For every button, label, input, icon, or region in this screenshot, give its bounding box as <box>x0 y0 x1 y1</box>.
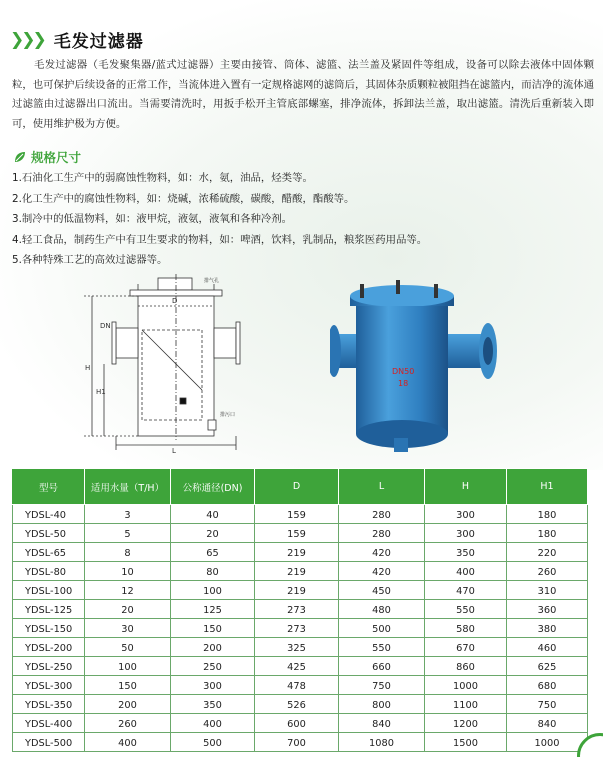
table-cell: 200 <box>171 638 255 657</box>
table-cell: YDSL-80 <box>13 562 85 581</box>
table-cell: 478 <box>255 676 339 695</box>
table-cell: 600 <box>255 714 339 733</box>
table-cell: 325 <box>255 638 339 657</box>
vent-label: 排气孔 <box>204 278 220 284</box>
table-cell: 625 <box>507 657 588 676</box>
table-cell: 30 <box>85 619 171 638</box>
table-cell: YDSL-40 <box>13 505 85 524</box>
table-row <box>13 562 588 581</box>
table-cell: 380 <box>507 619 588 638</box>
table-cell: YDSL-100 <box>13 581 85 600</box>
table-cell: 1200 <box>425 714 507 733</box>
table-cell: 250 <box>171 657 255 676</box>
column-header: H1 <box>507 469 588 505</box>
table-cell: 10 <box>85 562 171 581</box>
drain-label: 排污口 <box>220 412 236 418</box>
table-cell: 220 <box>507 543 588 562</box>
table-cell: 350 <box>171 695 255 714</box>
table-row <box>13 714 588 733</box>
spec-title: 规格尺寸 <box>31 150 82 165</box>
table-cell: 200 <box>85 695 171 714</box>
column-header: D <box>255 469 339 505</box>
technical-drawing <box>80 270 260 455</box>
table-cell: 550 <box>339 638 425 657</box>
list-item: 4.轻工食品，制药生产中有卫生要求的物料，如：啤酒，饮料，乳制品，粮浆医药用品等。 <box>12 233 428 246</box>
table-cell: 580 <box>425 619 507 638</box>
table-cell: 273 <box>255 619 339 638</box>
spec-heading <box>14 148 81 166</box>
table-cell: YDSL-200 <box>13 638 85 657</box>
table-cell: 150 <box>85 676 171 695</box>
table-cell: 460 <box>507 638 588 657</box>
table-cell: 219 <box>255 543 339 562</box>
table-cell: 526 <box>255 695 339 714</box>
table-cell: YDSL-50 <box>13 524 85 543</box>
table-row <box>13 638 588 657</box>
table-cell: 100 <box>171 581 255 600</box>
photo-marking-num: 18 <box>398 379 409 388</box>
d-label: D <box>172 297 178 305</box>
table-cell: 480 <box>339 600 425 619</box>
table-cell: 800 <box>339 695 425 714</box>
table-row <box>13 505 588 524</box>
table-cell: 680 <box>507 676 588 695</box>
table-cell: 40 <box>171 505 255 524</box>
spec-table <box>12 468 588 752</box>
h-label: H <box>85 364 91 372</box>
table-cell: 420 <box>339 562 425 581</box>
chevron-right-icon: ❯❯❯ <box>10 29 44 50</box>
table-cell: 3 <box>85 505 171 524</box>
table-cell: 125 <box>171 600 255 619</box>
page-title: 毛发过滤器 <box>53 32 144 52</box>
table-cell: 660 <box>339 657 425 676</box>
table-header-row <box>13 469 588 505</box>
list-item: 5.各种特殊工艺的高效过滤器等。 <box>12 254 168 266</box>
table-cell: 860 <box>425 657 507 676</box>
table-cell: 1000 <box>425 676 507 695</box>
column-header: 公称通径(DN) <box>171 469 255 505</box>
table-body <box>13 505 588 752</box>
table-cell: YDSL-65 <box>13 543 85 562</box>
table-cell: 1500 <box>425 733 507 752</box>
table-cell: 20 <box>171 524 255 543</box>
table-cell: 12 <box>85 581 171 600</box>
column-header: L <box>339 469 425 505</box>
table-cell: 500 <box>171 733 255 752</box>
table-cell: 180 <box>507 524 588 543</box>
table-cell: 310 <box>507 581 588 600</box>
table-cell: YDSL-150 <box>13 619 85 638</box>
table-row <box>13 695 588 714</box>
table-cell: 150 <box>171 619 255 638</box>
table-cell: 550 <box>425 600 507 619</box>
column-header: 适用水量（T/H） <box>85 469 171 505</box>
table-cell: 50 <box>85 638 171 657</box>
title-row <box>10 27 144 52</box>
table-cell: 80 <box>171 562 255 581</box>
table-cell: YDSL-250 <box>13 657 85 676</box>
product-photo <box>330 278 520 458</box>
table-cell: 400 <box>425 562 507 581</box>
table-cell: 840 <box>339 714 425 733</box>
table-cell: 219 <box>255 581 339 600</box>
table-cell: 159 <box>255 524 339 543</box>
table-cell: YDSL-500 <box>13 733 85 752</box>
column-header: H <box>425 469 507 505</box>
table-cell: 260 <box>507 562 588 581</box>
table-cell: 159 <box>255 505 339 524</box>
table-cell: 670 <box>425 638 507 657</box>
table-row <box>13 657 588 676</box>
table-row <box>13 733 588 752</box>
list-item: 1.石油化工生产中的弱腐蚀性物料，如：水，氨，油品，烃类等。 <box>12 172 313 184</box>
table-cell: 425 <box>255 657 339 676</box>
table-cell: YDSL-300 <box>13 676 85 695</box>
table-cell: 260 <box>85 714 171 733</box>
table-cell: 300 <box>425 505 507 524</box>
table-cell: 400 <box>171 714 255 733</box>
dn-label: DN <box>100 322 111 330</box>
table-cell: 1080 <box>339 733 425 752</box>
table-cell: YDSL-350 <box>13 695 85 714</box>
list-item: 3.制冷中的低温物料，如：液甲烷，液氨，液氧和各种冷剂。 <box>12 213 293 225</box>
spec-list <box>12 168 592 271</box>
table-cell: 20 <box>85 600 171 619</box>
table-cell: 450 <box>339 581 425 600</box>
table-cell: 420 <box>339 543 425 562</box>
photo-marking-dn: DN50 <box>392 367 415 376</box>
table-row <box>13 543 588 562</box>
table-cell: 273 <box>255 600 339 619</box>
leaf-icon <box>14 151 26 163</box>
column-header: 型号 <box>13 469 85 505</box>
table-cell: 219 <box>255 562 339 581</box>
table-cell: 8 <box>85 543 171 562</box>
table-cell: 280 <box>339 505 425 524</box>
table-cell: 180 <box>507 505 588 524</box>
table-cell: 300 <box>425 524 507 543</box>
table-cell: 500 <box>339 619 425 638</box>
table-cell: 750 <box>507 695 588 714</box>
table-cell: 360 <box>507 600 588 619</box>
table-cell: 1100 <box>425 695 507 714</box>
table-cell: 65 <box>171 543 255 562</box>
list-item: 2.化工生产中的腐蚀性物料，如：烧碱，浓稀硫酸，碳酸，醋酸，酯酸等。 <box>12 192 355 205</box>
table-cell: 100 <box>85 657 171 676</box>
h1-label: H1 <box>96 388 106 396</box>
table-cell: 750 <box>339 676 425 695</box>
table-cell: 350 <box>425 543 507 562</box>
table-row <box>13 676 588 695</box>
intro-paragraph: 毛发过滤器（毛发聚集器/蓝式过滤器）主要由接管、筒体、滤篮、法兰盖及紧固件等组成，设备可以除去液体中固体颗粒，也可保护后续设备的正常工作，当流体进入置有一定规格滤网的滤筒后，其固体杂质颗粒被阻挡在滤篮内，而洁净的流体通过滤篮由过滤器出口流出。当需要清洗时，用扳手松开主管底部螺塞，排净流体，拆卸法兰盖，取出滤篮。清洗后重新装入即可，使用维护极为方便。 <box>12 59 594 130</box>
table-cell: 300 <box>171 676 255 695</box>
table-cell: YDSL-125 <box>13 600 85 619</box>
table-row <box>13 600 588 619</box>
table-row <box>13 524 588 543</box>
table-cell: 280 <box>339 524 425 543</box>
table-cell: 840 <box>507 714 588 733</box>
table-cell: YDSL-400 <box>13 714 85 733</box>
table-row <box>13 619 588 638</box>
l-label: L <box>172 447 176 455</box>
table-cell: 400 <box>85 733 171 752</box>
table-cell: 700 <box>255 733 339 752</box>
spec-table-wrap <box>12 468 587 752</box>
table-cell: 5 <box>85 524 171 543</box>
table-cell: 470 <box>425 581 507 600</box>
table-row <box>13 581 588 600</box>
table-cell: 1000 <box>507 733 588 752</box>
